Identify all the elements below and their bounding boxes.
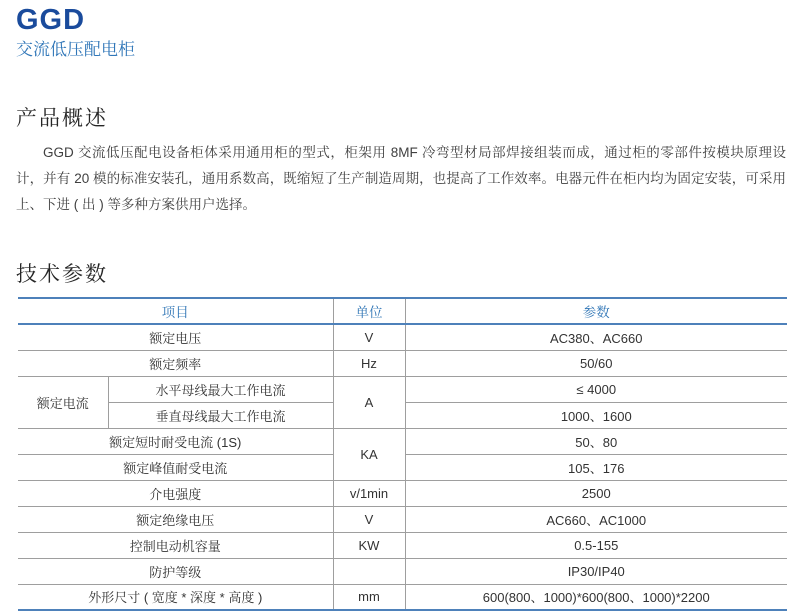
spec-item-cell: 额定频率 <box>18 350 333 376</box>
table-row <box>18 324 787 350</box>
spec-item-cell: 额定短时耐受电流 (1S) <box>18 428 333 454</box>
spec-value-cell: 105、176 <box>405 454 787 480</box>
spec-unit-cell: V <box>333 506 405 532</box>
table-row <box>18 558 787 584</box>
spec-value-cell: 50/60 <box>405 350 787 376</box>
table-row <box>18 428 787 454</box>
spec-item-cell: 防护等级 <box>18 558 333 584</box>
spec-value-cell: ≤ 4000 <box>405 376 787 402</box>
spec-item-cell: 水平母线最大工作电流 <box>108 376 333 402</box>
spec-unit-cell: KA <box>333 428 405 480</box>
column-header-unit: 单位 <box>333 298 405 324</box>
spec-value-cell: AC380、AC660 <box>405 324 787 350</box>
product-model-title: GGD <box>16 4 86 36</box>
spec-value-cell: 50、80 <box>405 428 787 454</box>
column-header-value: 参数 <box>405 298 787 324</box>
spec-item-cell: 外形尺寸 ( 宽度 * 深度 * 高度 ) <box>18 584 333 610</box>
spec-unit-cell: v/1min <box>333 480 405 506</box>
spec-value-cell: 0.5-155 <box>405 532 787 558</box>
spec-unit-cell: A <box>333 376 405 428</box>
specs-table <box>18 297 787 611</box>
table-row <box>18 506 787 532</box>
spec-value-cell: IP30/IP40 <box>405 558 787 584</box>
spec-item-cell: 额定峰值耐受电流 <box>18 454 333 480</box>
table-row <box>18 532 787 558</box>
spec-item-cell: 垂直母线最大工作电流 <box>108 402 333 428</box>
spec-value-cell: 600(800、1000)*600(800、1000)*2200 <box>405 584 787 610</box>
table-row <box>18 350 787 376</box>
spec-item-cell: 额定绝缘电压 <box>18 506 333 532</box>
spec-value-cell: 2500 <box>405 480 787 506</box>
product-name-subtitle: 交流低压配电柜 <box>16 40 135 59</box>
table-row <box>18 376 787 402</box>
spec-unit-cell: KW <box>333 532 405 558</box>
spec-item-cell: 额定电压 <box>18 324 333 350</box>
column-header-item: 项目 <box>18 298 333 324</box>
spec-unit-cell <box>333 558 405 584</box>
overview-paragraph: GGD 交流低压配电设备柜体采用通用柜的型式，柜架用 8MF 冷弯型材局部焊接组装而成，通过柜的零部件按模块原理设计，并有 20 模的标准安装孔，通用系数高，既缩短了生产制造周期，也提高了工作效率。电器元件在柜内均为固定安装，可采用上、下进 ( 出 ) 等多种方案供用户选择。 <box>16 145 786 212</box>
spec-unit-cell: mm <box>333 584 405 610</box>
table-row <box>18 584 787 610</box>
spec-value-cell: 1000、1600 <box>405 402 787 428</box>
spec-item-cell: 控制电动机容量 <box>18 532 333 558</box>
spec-value-cell: AC660、AC1000 <box>405 506 787 532</box>
table-header-row <box>18 298 787 324</box>
overview-section-heading: 产品概述 <box>16 107 108 130</box>
spec-group-cell: 额定电流 <box>18 376 108 428</box>
table-row <box>18 480 787 506</box>
spec-unit-cell: V <box>333 324 405 350</box>
specs-section-heading: 技术参数 <box>16 263 108 286</box>
spec-unit-cell: Hz <box>333 350 405 376</box>
spec-item-cell: 介电强度 <box>18 480 333 506</box>
